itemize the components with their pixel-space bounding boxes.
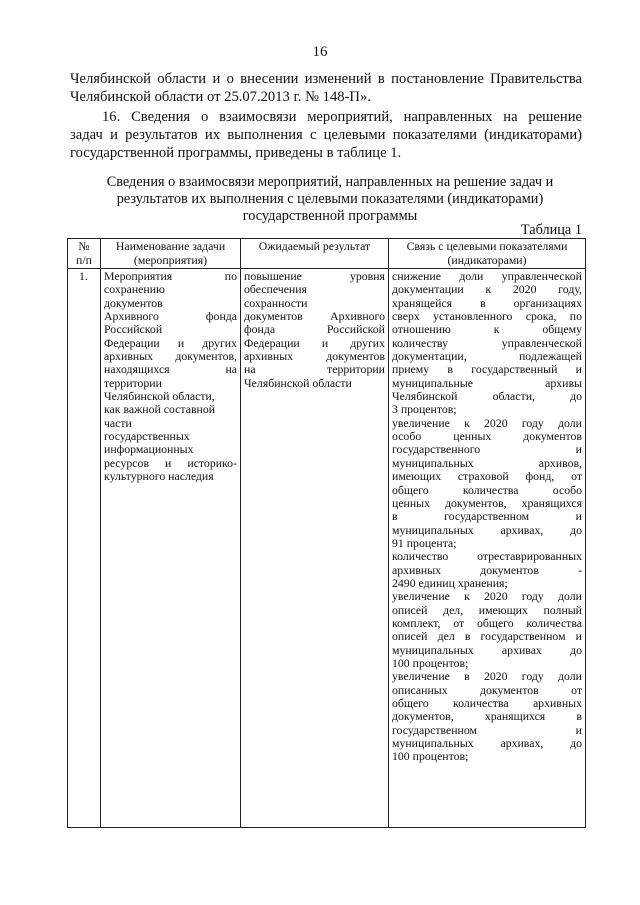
cell-line: документов, хранящихся в [392, 709, 582, 724]
cell-line: в государственном и [392, 509, 582, 524]
cell-line: особо ценных документов [392, 429, 582, 444]
cell-line: обеспечения [244, 282, 307, 297]
cell-line: информационных [104, 442, 194, 457]
cell-line: муниципальных архивах, до [392, 522, 582, 537]
page-number: 16 [312, 44, 328, 60]
cell-line: 91 процента; [392, 535, 457, 550]
cell-line: документации к 2020 году, [392, 282, 582, 297]
header-task: Наименование задачи (мероприятия) [101, 239, 241, 269]
cell-line: Челябинской области [244, 375, 352, 390]
cell-line: описей дел в государственном и [392, 629, 582, 644]
cell-line: 100 процентов; [392, 749, 469, 764]
cell-line: государственных [104, 429, 190, 444]
cell-line: повышение уровня [244, 269, 385, 283]
table-header-row [68, 239, 586, 269]
cell-line: документации, подлежащей [392, 349, 582, 364]
text-line: Челябинской области от 25.07.2013 г. № 148-П». [70, 89, 371, 105]
cell-line: общего количества особо [392, 482, 582, 497]
cell-line: Федерации и других [104, 335, 237, 350]
cell-line: увеличение к 2020 году доли [392, 589, 582, 604]
cell-line: государственного и [392, 442, 582, 457]
table-row [68, 269, 586, 828]
table-title-line: Сведения о взаимосвязи мероприятий, направленных на решение задач и [106, 174, 554, 190]
cell-line: 100 процентов; [392, 655, 469, 670]
text-line: государственной программы, приведены в таблице 1. [70, 145, 402, 161]
cell-line: 2490 единиц хранения; [392, 575, 508, 590]
cell-line: архивных документов [244, 349, 385, 364]
text-line: задач и результатов их выполнения с целевыми показателями (индикаторами) [70, 127, 582, 143]
cell-line: ресурсов и историко- [104, 455, 237, 470]
cell-line: 3 процентов; [392, 402, 457, 417]
cell-line: сохранению [104, 282, 165, 297]
cell-line: территории [104, 375, 162, 390]
cell-line: муниципальные архивы [392, 375, 582, 390]
cell-line: ценных документов, хранящихся [392, 495, 582, 510]
result-cell [241, 269, 389, 828]
cell-line: муниципальных архивах до [392, 642, 582, 657]
cell-line: отношению к общему [392, 322, 582, 337]
cell-line: части [104, 415, 132, 430]
cell-line: на территории [244, 362, 385, 377]
cell-line: сохранности [244, 295, 308, 310]
cell-line: описанных документов от [392, 682, 582, 697]
table-title [88, 174, 572, 225]
cell-line: сверх установленного срока, по [392, 309, 582, 324]
cell-line: Челябинской области, до [392, 389, 582, 404]
table-label: Таблица 1 [520, 222, 582, 238]
cell-line: приему в государственный и [392, 362, 582, 377]
cell-line: архивных документов - [392, 562, 582, 577]
text-line: 16. Сведения о взаимосвязи мероприятий, направленных на решение [102, 109, 582, 125]
cell-line: как важной составной [104, 402, 216, 417]
cell-line: увеличение в 2020 году доли [392, 669, 582, 684]
cell-line: хранящейся в организациях [392, 295, 582, 310]
cell-line: увеличение к 2020 году доли [392, 415, 582, 430]
cell-line: архивных документов, [104, 349, 237, 364]
cell-line: количество отреставрированных [392, 549, 582, 564]
cell-line: муниципальных архивов, [392, 455, 582, 470]
cell-line: документов Архивного [244, 309, 385, 324]
cell-line: Федерации и других [244, 335, 385, 350]
header-number: № п/п [68, 239, 101, 269]
header-result: Ожидаемый результат [241, 239, 389, 269]
cell-line: муниципальных архивах, до [392, 736, 582, 751]
cell-line: снижение доли управленческой [392, 269, 582, 283]
cell-line: находящихся на [104, 362, 237, 377]
table-title-line: государственной программы [242, 208, 418, 224]
paragraph-continuation [70, 70, 582, 106]
header-indicators: Связь с целевыми показателями (индикаторами) [389, 239, 586, 269]
table-title-line: результатов их выполнения с целевыми показателями (индикаторами) [116, 191, 544, 207]
cell-line: комплект, от общего количества [392, 615, 582, 630]
cell-line: государственном и [392, 722, 582, 737]
cell-line: документов [104, 295, 163, 310]
text-line: Челябинской области и о внесении изменений в постановление Правительства [70, 71, 582, 87]
cell-line: культурного наследия [104, 469, 214, 484]
cell-line: общего количества архивных [392, 696, 582, 710]
cell-line: имеющих страховой фонд, от [392, 469, 582, 484]
indicators-table [67, 238, 586, 828]
row-number: 1. [68, 269, 101, 828]
paragraph-16 [70, 108, 582, 162]
cell-line: количеству управленческой [392, 335, 582, 350]
cell-line: Мероприятия по [104, 269, 237, 283]
cell-line: Челябинской области, [104, 389, 215, 404]
task-cell [101, 269, 241, 828]
cell-line: описей дел, имеющих полный [392, 602, 582, 617]
cell-line: фонда Российской [244, 322, 385, 337]
cell-line: Российской [104, 322, 163, 337]
cell-line: Архивного фонда [104, 309, 237, 324]
indicator-cell [389, 269, 586, 828]
